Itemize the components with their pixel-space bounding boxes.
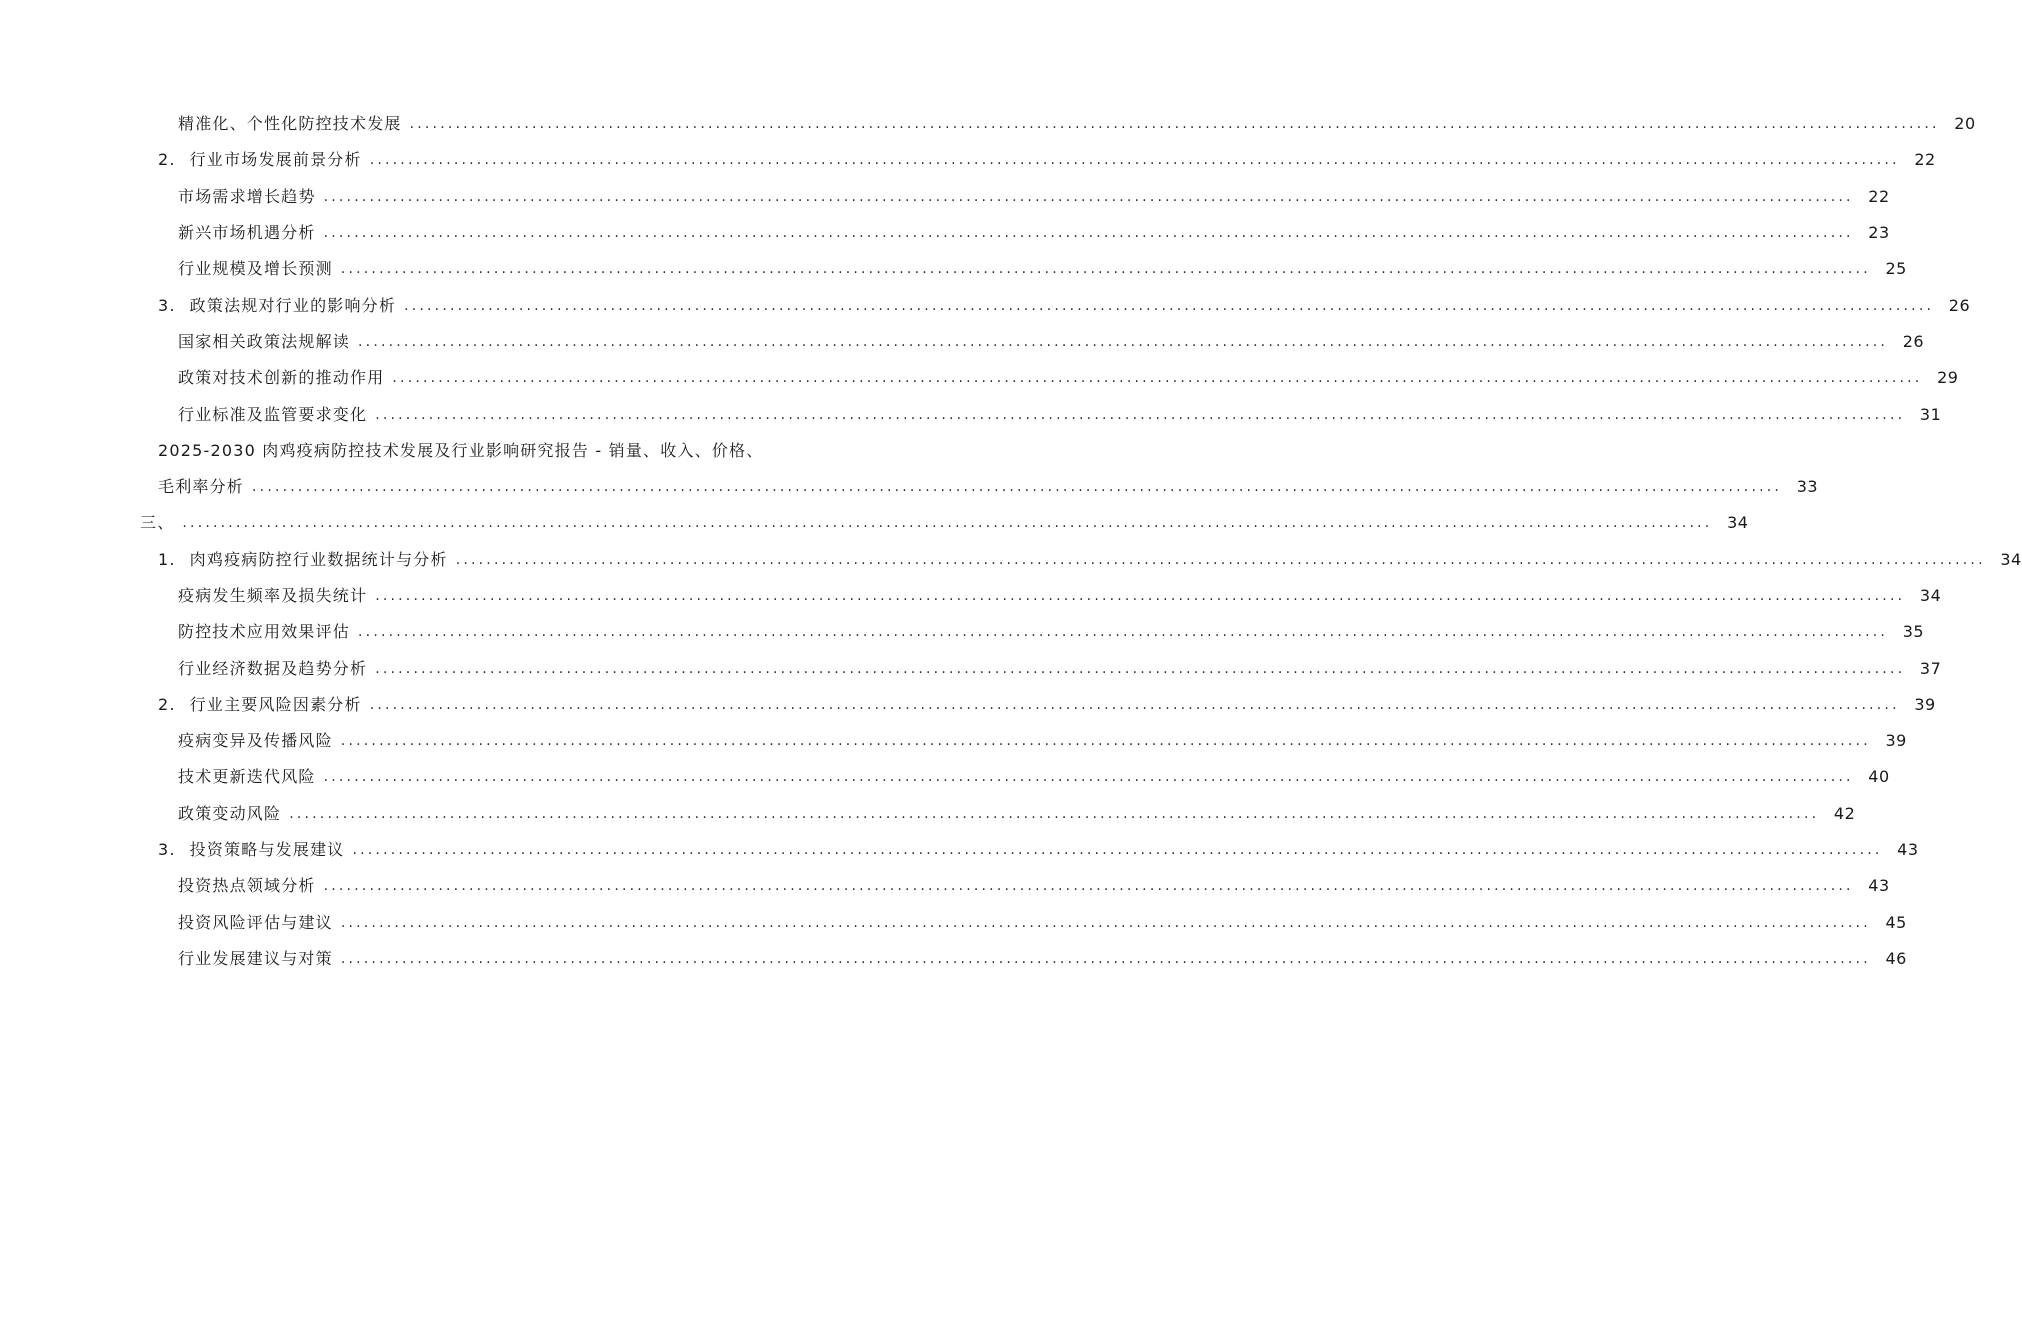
toc-entry-label: 3. 政策法规对行业的影响分析 [158,295,397,315]
dot-leader: ........................................................................................................................................................................................................ [323,188,1854,205]
toc-page-number: 42 [1833,803,1856,823]
toc-entry[interactable] [178,614,1925,650]
table-of-contents [0,106,2022,977]
toc-entry[interactable] [178,360,1959,396]
toc-entry-label: 行业发展建议与对策 [178,948,333,968]
toc-entry[interactable] [158,142,1936,178]
toc-page-number: 43 [1868,876,1890,896]
toc-entry-label: 防控技术应用效果评估 [178,622,351,642]
toc-entry[interactable] [178,650,1942,686]
toc-entry[interactable] [158,287,1971,323]
dot-leader: ........................................................................................................................................................................................................ [252,479,1783,496]
toc-entry[interactable] [158,542,2022,578]
toc-page-number: 23 [1868,223,1890,243]
dot-leader: ........................................................................................................................................................................................................ [369,696,1900,713]
toc-page-number: 34 [1727,513,1749,533]
toc-section-heading-line2: 毛利率分析 [158,477,245,497]
toc-page-number: 33 [1796,477,1819,497]
toc-page-number: 34 [1919,586,1942,605]
toc-entry[interactable] [158,687,1936,723]
toc-entry[interactable] [178,796,1856,832]
dot-leader: ........................................................................................................................................................................................................ [352,842,1883,859]
toc-entry-label: 精准化、个性化防控技术发展 [178,114,402,134]
toc-entry[interactable] [178,106,1976,142]
toc-entry-number: 1. [158,549,176,569]
toc-entry[interactable] [178,759,1890,795]
toc-entry-label: 政策对技术创新的推动作用 [178,368,385,388]
toc-entry-label: 国家相关政策法规解读 [178,331,351,351]
toc-page-number: 37 [1919,658,1942,678]
dot-leader: ........................................................................................................................................................................................................ [375,588,1906,604]
toc-entry-label: 政策变动风险 [178,803,282,823]
toc-entry-label: 投资风险评估与建议 [178,912,333,932]
toc-page-number: 26 [1902,331,1925,351]
dot-leader: ........................................................................................................................................................................................................ [182,515,1713,532]
toc-page-number: 35 [1902,622,1925,642]
toc-chapter-label: 三、 [140,513,175,533]
toc-entry-number: 3. [158,295,176,315]
dot-leader: ........................................................................................................................................................................................................ [409,116,1940,133]
toc-entry-label: 3. 投资策略与发展建议 [158,840,345,860]
toc-entry-label: 技术更新迭代风险 [178,767,316,787]
toc-page-number: 39 [1914,694,1936,714]
toc-section-heading[interactable] [158,433,810,469]
dot-leader: ........................................................................................................................................................................................................ [455,551,1986,568]
toc-page-number: 22 [1868,186,1890,206]
toc-page-number: 43 [1897,840,1919,860]
dot-leader: ........................................................................................................................................................................................................ [323,225,1854,242]
dot-leader: ........................................................................................................................................................................................................ [323,769,1854,786]
toc-entry[interactable] [158,832,1919,868]
toc-entry-label: 投资热点领域分析 [178,876,316,896]
toc-page-number: 22 [1914,150,1936,170]
dot-leader: ........................................................................................................................................................................................................ [392,370,1923,387]
toc-page-number: 31 [1919,404,1942,424]
toc-entry[interactable] [178,905,1907,941]
toc-page-number: 26 [1948,295,1971,315]
toc-page-number: 34 [2000,549,2022,569]
dot-leader: ........................................................................................................................................................................................................ [375,406,1906,423]
toc-page-number: 25 [1885,259,1907,279]
toc-entry-label: 疫病发生频率及损失统计 [178,586,368,605]
toc-entry[interactable] [178,251,1907,287]
dot-leader: ........................................................................................................................................................................................................ [340,950,1871,967]
toc-entry-label: 2. 行业市场发展前景分析 [158,150,362,170]
toc-entry-label: 行业经济数据及趋势分析 [178,658,368,678]
dot-leader: ........................................................................................................................................................................................................ [323,878,1854,895]
dot-leader: ........................................................................................................................................................................................................ [340,733,1871,750]
toc-entry-number: 3. [158,840,176,860]
toc-entry-label: 新兴市场机遇分析 [178,223,316,243]
toc-entry-label: 1. 肉鸡疫病防控行业数据统计与分析 [158,549,448,569]
dot-leader: ........................................................................................................................................................................................................ [375,660,1906,677]
toc-entry[interactable] [178,215,1890,251]
toc-entry-label: 疫病变异及传播风险 [178,731,333,751]
toc-page-number: 46 [1885,948,1907,968]
toc-entry-label: 市场需求增长趋势 [178,186,316,206]
dot-leader: ........................................................................................................................................................................................................ [369,152,1900,169]
toc-entry[interactable] [178,868,1890,904]
toc-page-number: 29 [1937,368,1959,388]
toc-entry[interactable] [178,324,1925,360]
toc-entry-label: 行业标准及监管要求变化 [178,404,368,424]
toc-entry-label: 行业规模及增长预测 [178,259,333,279]
toc-page-number: 45 [1885,912,1907,932]
toc-entry-number: 2. [158,150,176,170]
toc-entry[interactable] [178,941,1907,977]
toc-page-number: 40 [1868,767,1890,787]
toc-chapter[interactable] [140,505,1749,541]
toc-entry[interactable] [178,723,1907,759]
toc-entry[interactable] [178,179,1890,215]
toc-entry-label: 2. 行业主要风险因素分析 [158,694,362,714]
toc-section-heading-continued[interactable] [158,469,1819,505]
dot-leader: ........................................................................................................................................................................................................ [340,914,1871,931]
toc-section-heading-line1: 2025-2030 肉鸡疫病防控技术发展及行业影响研究报告 - 销量、收入、价格、 [158,440,764,460]
toc-page-number: 39 [1885,731,1907,751]
dot-leader: ........................................................................................................................................................................................................ [404,297,1935,314]
dot-leader: ........................................................................................................................................................................................................ [358,624,1889,641]
toc-entry-number: 2. [158,694,176,714]
toc-entry[interactable] [178,396,1942,432]
toc-page-number: 20 [1954,114,1976,134]
dot-leader: ........................................................................................................................................................................................................ [340,261,1871,278]
dot-leader: ........................................................................................................................................................................................................ [289,805,1820,822]
dot-leader: ........................................................................................................................................................................................................ [358,333,1889,350]
toc-entry[interactable] [178,578,1942,614]
